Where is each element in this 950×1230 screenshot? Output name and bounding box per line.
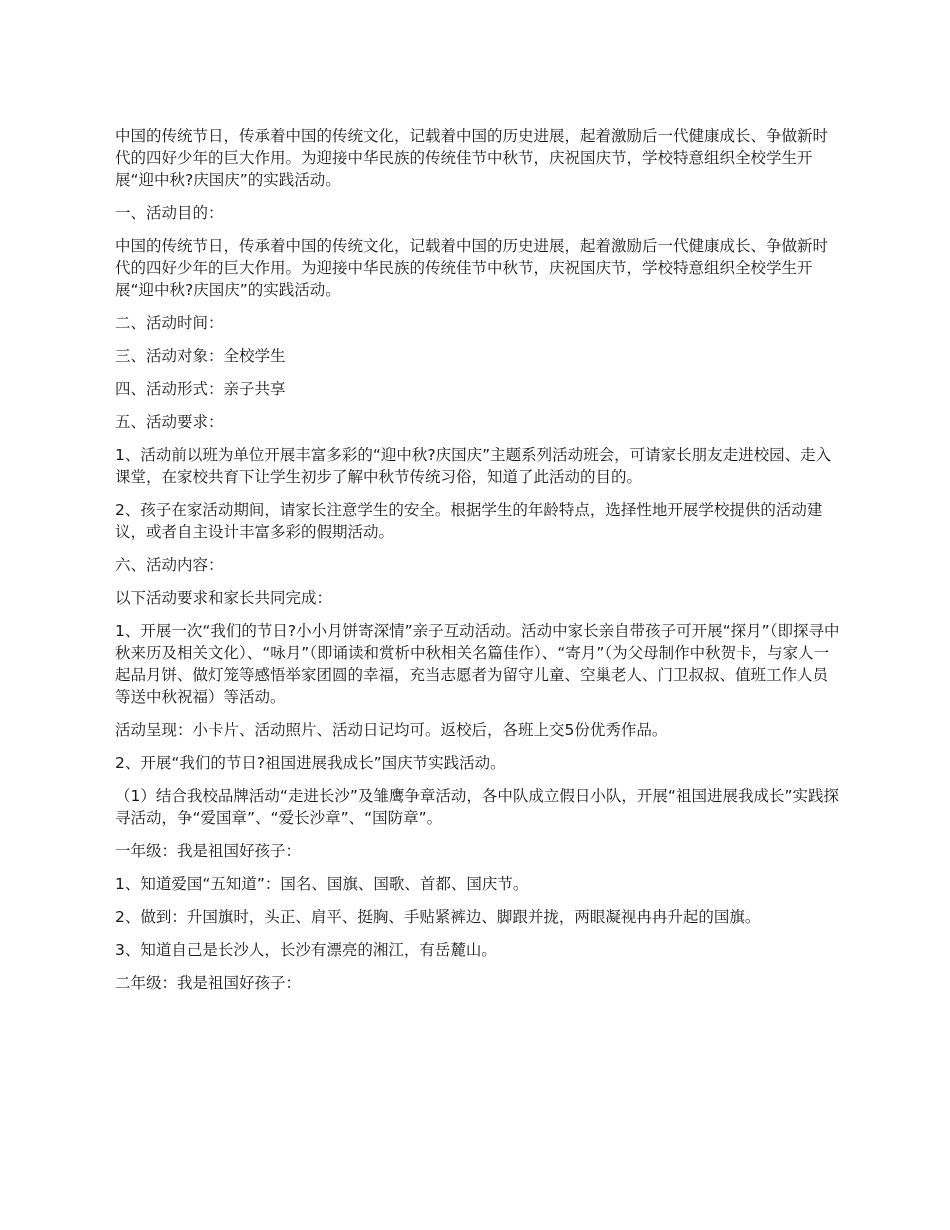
requirement-item-2: 2、孩子在家活动期间，请家长注意学生的安全。根据学生的年龄特点，选择性地开展学校提供的活动建议，或者自主设计丰富多彩的假期活动。 bbox=[115, 501, 823, 541]
section-heading-form: 四、活动形式：亲子共享 bbox=[115, 380, 286, 398]
requirement-item-1: 1、活动前以班为单位开展丰富多彩的“迎中秋?庆国庆”主题系列活动班会，可请家长朋友走进校园、走入课堂，在家校共育下让学生初步了解中秋节传统习俗，知道了此活动的目的。 bbox=[115, 446, 832, 486]
section-heading-requirements: 五、活动要求： bbox=[115, 413, 224, 431]
section-heading-time: 二、活动时间： bbox=[115, 314, 224, 332]
grade-1-item-3: 3、知道自己是长沙人，长沙有漂亮的湘江，有岳麓山。 bbox=[115, 941, 497, 959]
content-presentation: 活动呈现：小卡片、活动照片、活动日记均可。返校后，各班上交5份优秀作品。 bbox=[115, 721, 668, 739]
section-heading-target: 三、活动对象：全校学生 bbox=[115, 347, 286, 365]
grade-1-heading: 一年级：我是祖国好孩子： bbox=[115, 842, 302, 860]
content-item-1: 1、开展一次“我们的节日?小小月饼寄深情”亲子互动活动。活动中家长亲自带孩子可开展“探月”（即探寻中秋来历及相关文化）、“咏月”（即诵读和赏析中秋相关名篇佳作）、“寄月”（为父母制作中秋贺卡，与家人一起品月饼、做灯笼等感悟举家团圆的幸福，充当志愿者为留守儿童、空巢老人、门卫叔叔、值班工作人员等送中秋祝福）等活动。 bbox=[115, 622, 840, 706]
grade-2-heading: 二年级：我是祖国好孩子： bbox=[115, 974, 302, 992]
section-heading-purpose: 一、活动目的： bbox=[115, 204, 224, 222]
grade-1-item-2: 2、做到：升国旗时，头正、肩平、挺胸、手贴紧裤边、脚跟并拢，两眼凝视冉冉升起的国旗。 bbox=[115, 908, 761, 926]
content-intro: 以下活动要求和家长共同完成： bbox=[115, 589, 333, 607]
content-item-2: 2、开展“我们的节日?祖国进展我成长”国庆节实践活动。 bbox=[115, 754, 506, 772]
grade-1-item-1: 1、知道爱国“五知道”：国名、国旗、国歌、首都、国庆节。 bbox=[115, 875, 529, 893]
content-subitem-1: （1）结合我校品牌活动“走进长沙”及雏鹰争章活动，各中队成立假日小队，开展“祖国进展我成长”实践探寻活动，争“爱国章”、“爱长沙章”、“国防章”。 bbox=[115, 787, 839, 827]
intro-paragraph: 中国的传统节日，传承着中国的传统文化，记载着中国的历史进展，起着激励后一代健康成长、争做新时代的四好少年的巨大作用。为迎接中华民族的传统佳节中秋节，庆祝国庆节，学校特意组织全校学生开展“迎中秋?庆国庆”的实践活动。 bbox=[115, 127, 829, 189]
purpose-paragraph: 中国的传统节日，传承着中国的传统文化，记载着中国的历史进展，起着激励后一代健康成长、争做新时代的四好少年的巨大作用。为迎接中华民族的传统佳节中秋节，庆祝国庆节，学校特意组织全校学生开展“迎中秋?庆国庆”的实践活动。 bbox=[115, 237, 829, 299]
section-heading-content: 六、活动内容： bbox=[115, 556, 224, 574]
